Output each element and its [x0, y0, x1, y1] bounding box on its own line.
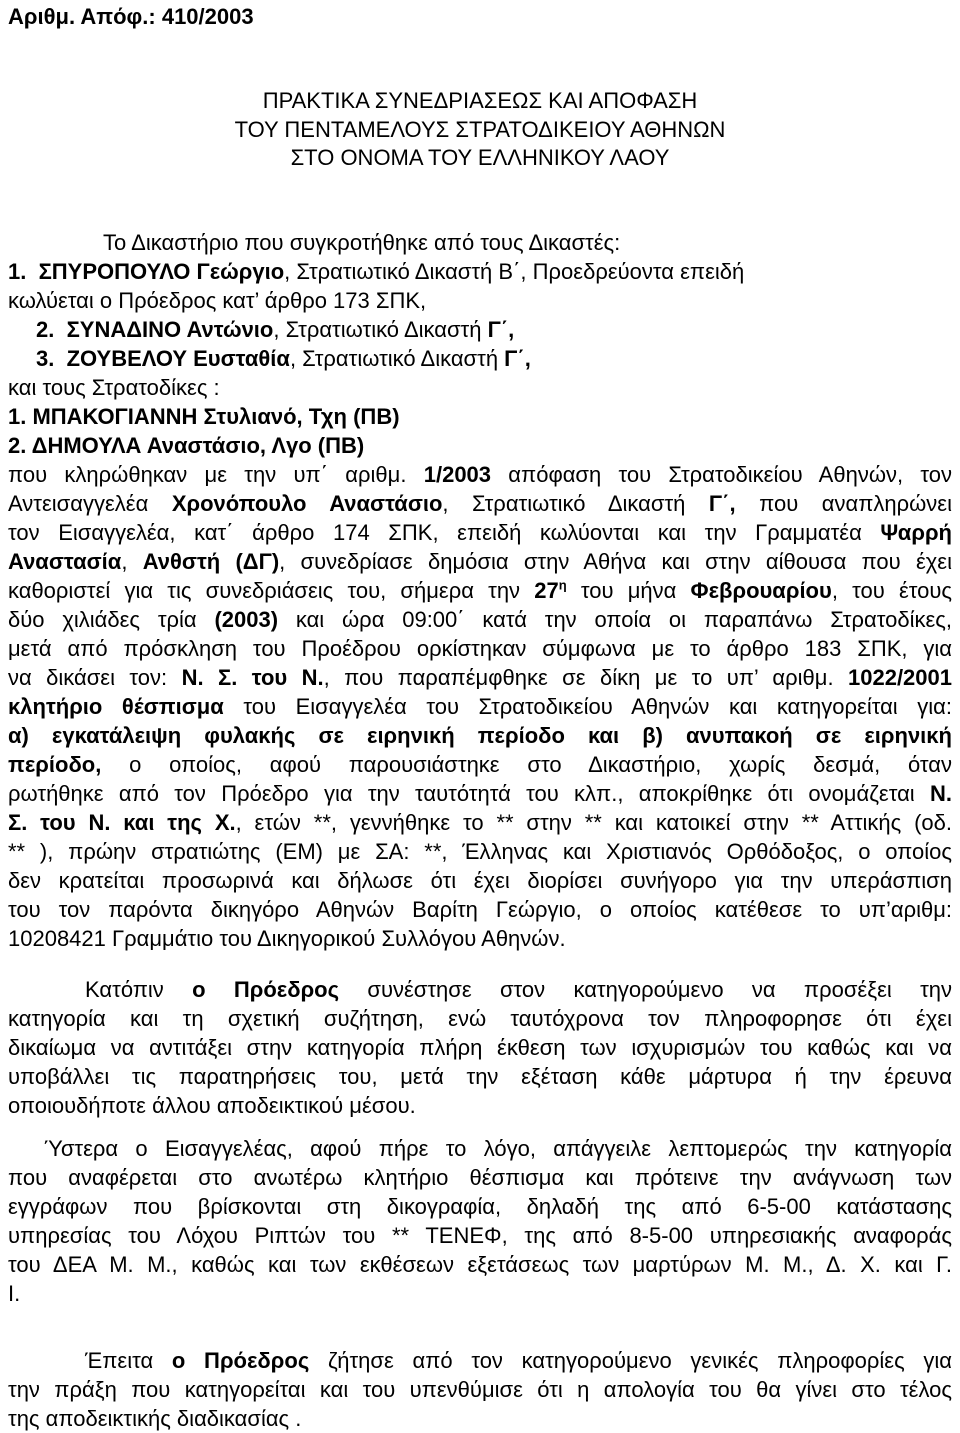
para3-line: που αναφέρεται στο ανωτέρω κλητήριο θέσπισμα και πρότεινε την ανάγνωση των [8, 1165, 952, 1190]
para1-line: που κληρώθηκαν με την υπ΄ αριθμ. 1/2003 απόφαση του Στρατοδικείου Αθηνών, τον [8, 462, 953, 487]
para2-line: οποιουδήποτε άλλου αποδεικτικού μέσου. [8, 1093, 416, 1118]
para1-line: ** ), πρώην στρατιώτης (ΕΜ) με ΣΑ: **, Έλληνας και Χριστιανός Ορθόδοξος, ο οποίος [8, 839, 952, 864]
para1-line: Αναστασία, Ανθστή (ΔΓ), συνεδρίασε δημόσια στην Αθήνα και στην αίθουσα που έχει [8, 549, 952, 574]
para1-line: τον Εισαγγελέα, κατ΄ άρθρο 174 ΣΠΚ, επειδή κωλύονται και την Γραμματέα Ψαρρή [8, 520, 952, 545]
court-intro: Το Δικαστήριο που συγκροτήθηκε από τους Δικαστές: [103, 230, 621, 255]
para1-line: μετά από πρόσκληση του Προέδρου ορκίστηκαν σύμφωνα με το άρθρο 183 ΣΠΚ, για [8, 636, 952, 661]
para1-line: Σ. του Ν. και της Χ., ετών **, γεννήθηκε το ** στην ** και κατοικεί στην ** Αττικής (οδ. [8, 810, 952, 835]
para3-line: Ύστερα ο Εισαγγελέας, αφού πήρε το λόγο, απάγγειλε λεπτομερώς την κατηγορία [44, 1136, 952, 1161]
judge-1: 1. ΣΠΥΡΟΠΟΥΛΟ Γεώργιο, Στρατιωτικό Δικαστή Β΄, Προεδρεύοντα επειδή [8, 259, 745, 284]
para1-line: καθοριστεί για τις συνεδριάσεις του, σήμερα την $27^\eta$ του μήνα Φεβρουαρίου, του έτους [8, 577, 952, 603]
paragraph-4 [8, 1346, 952, 1433]
para2-line: υποβάλλει τις παρατηρήσεις του, μετά την εξέταση κάθε μάρτυρα ή την έρευνα [8, 1064, 952, 1089]
para1-line: α) εγκατάλειψη φυλακής σε ειρηνική περίοδο και β) ανυπακοή σε ειρηνική [8, 723, 952, 748]
para1-line: ρωτήθηκε από τον Πρόεδρο για την ταυτότητά του κλπ., αποκρίθηκε ότι ονομάζεται Ν. [8, 781, 952, 806]
para3-line: εγγράφων που βρίσκονται στη δικογραφία, δηλαδή της από 6-5-00 κατάστασης [8, 1194, 952, 1219]
decision-number: Αριθμ. Απόφ.: 410/2003 [8, 4, 254, 29]
para3-line: του ΔΕΑ Μ. Μ., καθώς και των εκθέσεων εξετάσεως των μαρτύρων Μ. Μ., Δ. Χ. και Γ. [8, 1252, 952, 1277]
para4-line: Έπειτα ο Πρόεδρος ζήτησε από τον κατηγορούμενο γενικές πληροφορίες για [85, 1348, 952, 1373]
para1-line: Αντεισαγγελέα Χρονόπουλο Αναστάσιο, Στρατιωτικό Δικαστή Γ΄, που αναπληρώνει [8, 491, 953, 516]
para4-line: την πράξη που κατηγορείται και του υπενθύμισε ότι η απολογία του θα γίνει στο τέλος [8, 1377, 952, 1402]
para2-line: κατηγορία και τη σχετική συζήτηση, ενώ ταυτόχρονα τον πληροφορησε ότι έχει [8, 1006, 952, 1031]
judge-1-cont: κωλύεται ο Πρόεδρος κατ’ άρθρο 173 ΣΠΚ, [8, 288, 427, 313]
para2-line: Κατόπιν ο Πρόεδρος συνέστησε στον κατηγορούμενο να προσέξει την [85, 977, 952, 1002]
para1-line: να δικάσει τον: Ν. Σ. του Ν., που παραπέμφθηκε σε δίκη με το υπ’ αριθμ. 1022/2001 [8, 665, 952, 690]
paragraph-3 [8, 1134, 952, 1308]
title-line-2: ΤΟΥ ΠΕΝΤΑΜΕΛΟΥΣ ΣΤΡΑΤΟΔΙΚΕΙΟΥ ΑΘΗΝΩΝ [234, 117, 726, 142]
paragraph-1 [8, 460, 952, 953]
para1-line: κλητήριο θέσπισμα του Εισαγγελέα του Στρατοδικείου Αθηνών και κατηγορείται για: [8, 694, 952, 719]
court-composition [8, 228, 952, 460]
officer-2: 2. ΔΗΜΟΥΛΑ Αναστάσιο, Λγο (ΠΒ) [8, 433, 365, 458]
para1-line: 10208421 Γραμμάτιο του Δικηγορικού Συλλόγου Αθηνών. [8, 926, 566, 951]
paragraph-2 [8, 975, 952, 1120]
title-line-1: ΠΡΑΚΤΙΚΑ ΣΥΝΕΔΡΙΑΣΕΩΣ ΚΑΙ ΑΠΟΦΑΣΗ [262, 88, 698, 113]
para3-line: Ι. [8, 1281, 21, 1306]
title-line-3: ΣΤΟ ΟΝΟΜΑ ΤΟΥ ΕΛΛΗΝΙΚΟΥ ΛΑΟΥ [290, 145, 670, 170]
officers-intro: και τους Στρατοδίκες : [8, 375, 220, 400]
para1-line: του τον παρόντα δικηγόρο Αθηνών Βαρίτη Γεώργιο, ο οποίος κατέθεσε το υπ’αριθμ: [8, 897, 952, 922]
judge-3: 3. ΖΟΥΒΕΛΟΥ Ευσταθία, Στρατιωτικό Δικαστή Γ΄, [36, 346, 531, 371]
para2-line: δικαίωμα να αντιτάξει στην κατηγορία πλήρη έκθεση των ισχυρισμών του καθώς και να [8, 1035, 952, 1060]
judge-2: 2. ΣΥΝΑΔΙΝΟ Αντώνιο, Στρατιωτικό Δικαστή Γ΄, [36, 317, 515, 342]
para3-line: υπηρεσίας του Λόχου Ριπτών του ** ΤΕΝΕΦ, της από 8-5-00 υπηρεσιακής αναφοράς [8, 1223, 952, 1248]
para4-line: της αποδεικτικής διαδικασίας . [8, 1406, 302, 1431]
officer-1: 1. ΜΠΑΚΟΓΙΑΝΝΗ Στυλιανό, Τχη (ΠΒ) [8, 404, 400, 429]
para1-line: δύο χιλιάδες τρία (2003) και ώρα 09:00΄ κατά την οποία οι παραπάνω Στρατοδίκες, [8, 607, 952, 632]
para1-line: δεν κρατείται προσωρινά και δήλωσε ότι έχει διορίσει συνήγορο για την υπεράσπιση [8, 868, 952, 893]
para1-line: περίοδο, ο οποίος, αφού παρουσιάστηκε στο Δικαστήριο, χωρίς δεσμά, όταν [8, 752, 952, 777]
